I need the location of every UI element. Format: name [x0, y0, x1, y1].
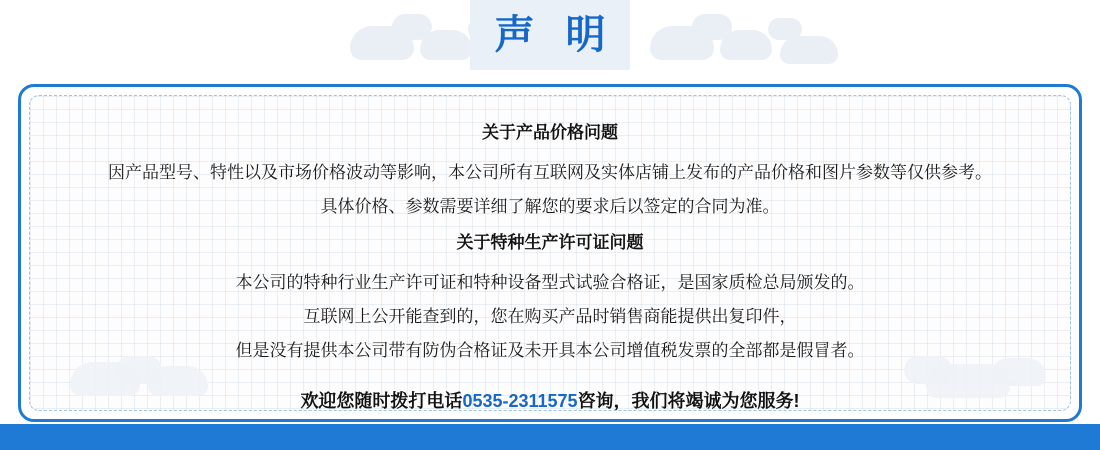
title-band	[0, 0, 1100, 78]
statement-panel-inner	[29, 95, 1071, 411]
section-paragraph: 本公司的特种行业生产许可证和特种设备型式试验合格证，是国家质检总局颁发的。	[235, 273, 865, 292]
section-paragraph: 具体价格、参数需要详细了解您的要求后以签定的合同为准。	[320, 197, 780, 216]
section-paragraph: 但是没有提供本公司带有防伪合格证及未开具本公司增值税发票的全部都是假冒者。	[235, 341, 865, 360]
cloud-icon	[780, 36, 838, 64]
contact-suffix: 咨询，我们将竭诚为您服务!	[577, 391, 800, 411]
phone-number[interactable]: 0535-2311575	[462, 391, 578, 411]
section-heading-license: 关于特种生产许可证问题	[456, 233, 644, 252]
cloud-decoration-right	[640, 0, 840, 78]
statement-content	[30, 96, 1070, 411]
section-paragraph: 互联网上公开能查到的，您在购买产品时销售商能提供出复印件，	[303, 307, 797, 326]
statement-panel	[18, 84, 1082, 422]
bottom-bar	[0, 424, 1100, 450]
page-title: 声 明	[494, 13, 616, 57]
cloud-icon	[720, 30, 772, 60]
section-heading-price: 关于产品价格问题	[482, 123, 618, 142]
contact-prefix: 欢迎您随时拨打电话	[300, 391, 463, 411]
section-paragraph: 因产品型号、特性以及市场价格波动等影响，本公司所有互联网及实体店铺上发布的产品价格和图片参数等仅供参考。	[108, 163, 992, 182]
cloud-icon	[420, 30, 472, 60]
contact-line	[60, 386, 1040, 411]
